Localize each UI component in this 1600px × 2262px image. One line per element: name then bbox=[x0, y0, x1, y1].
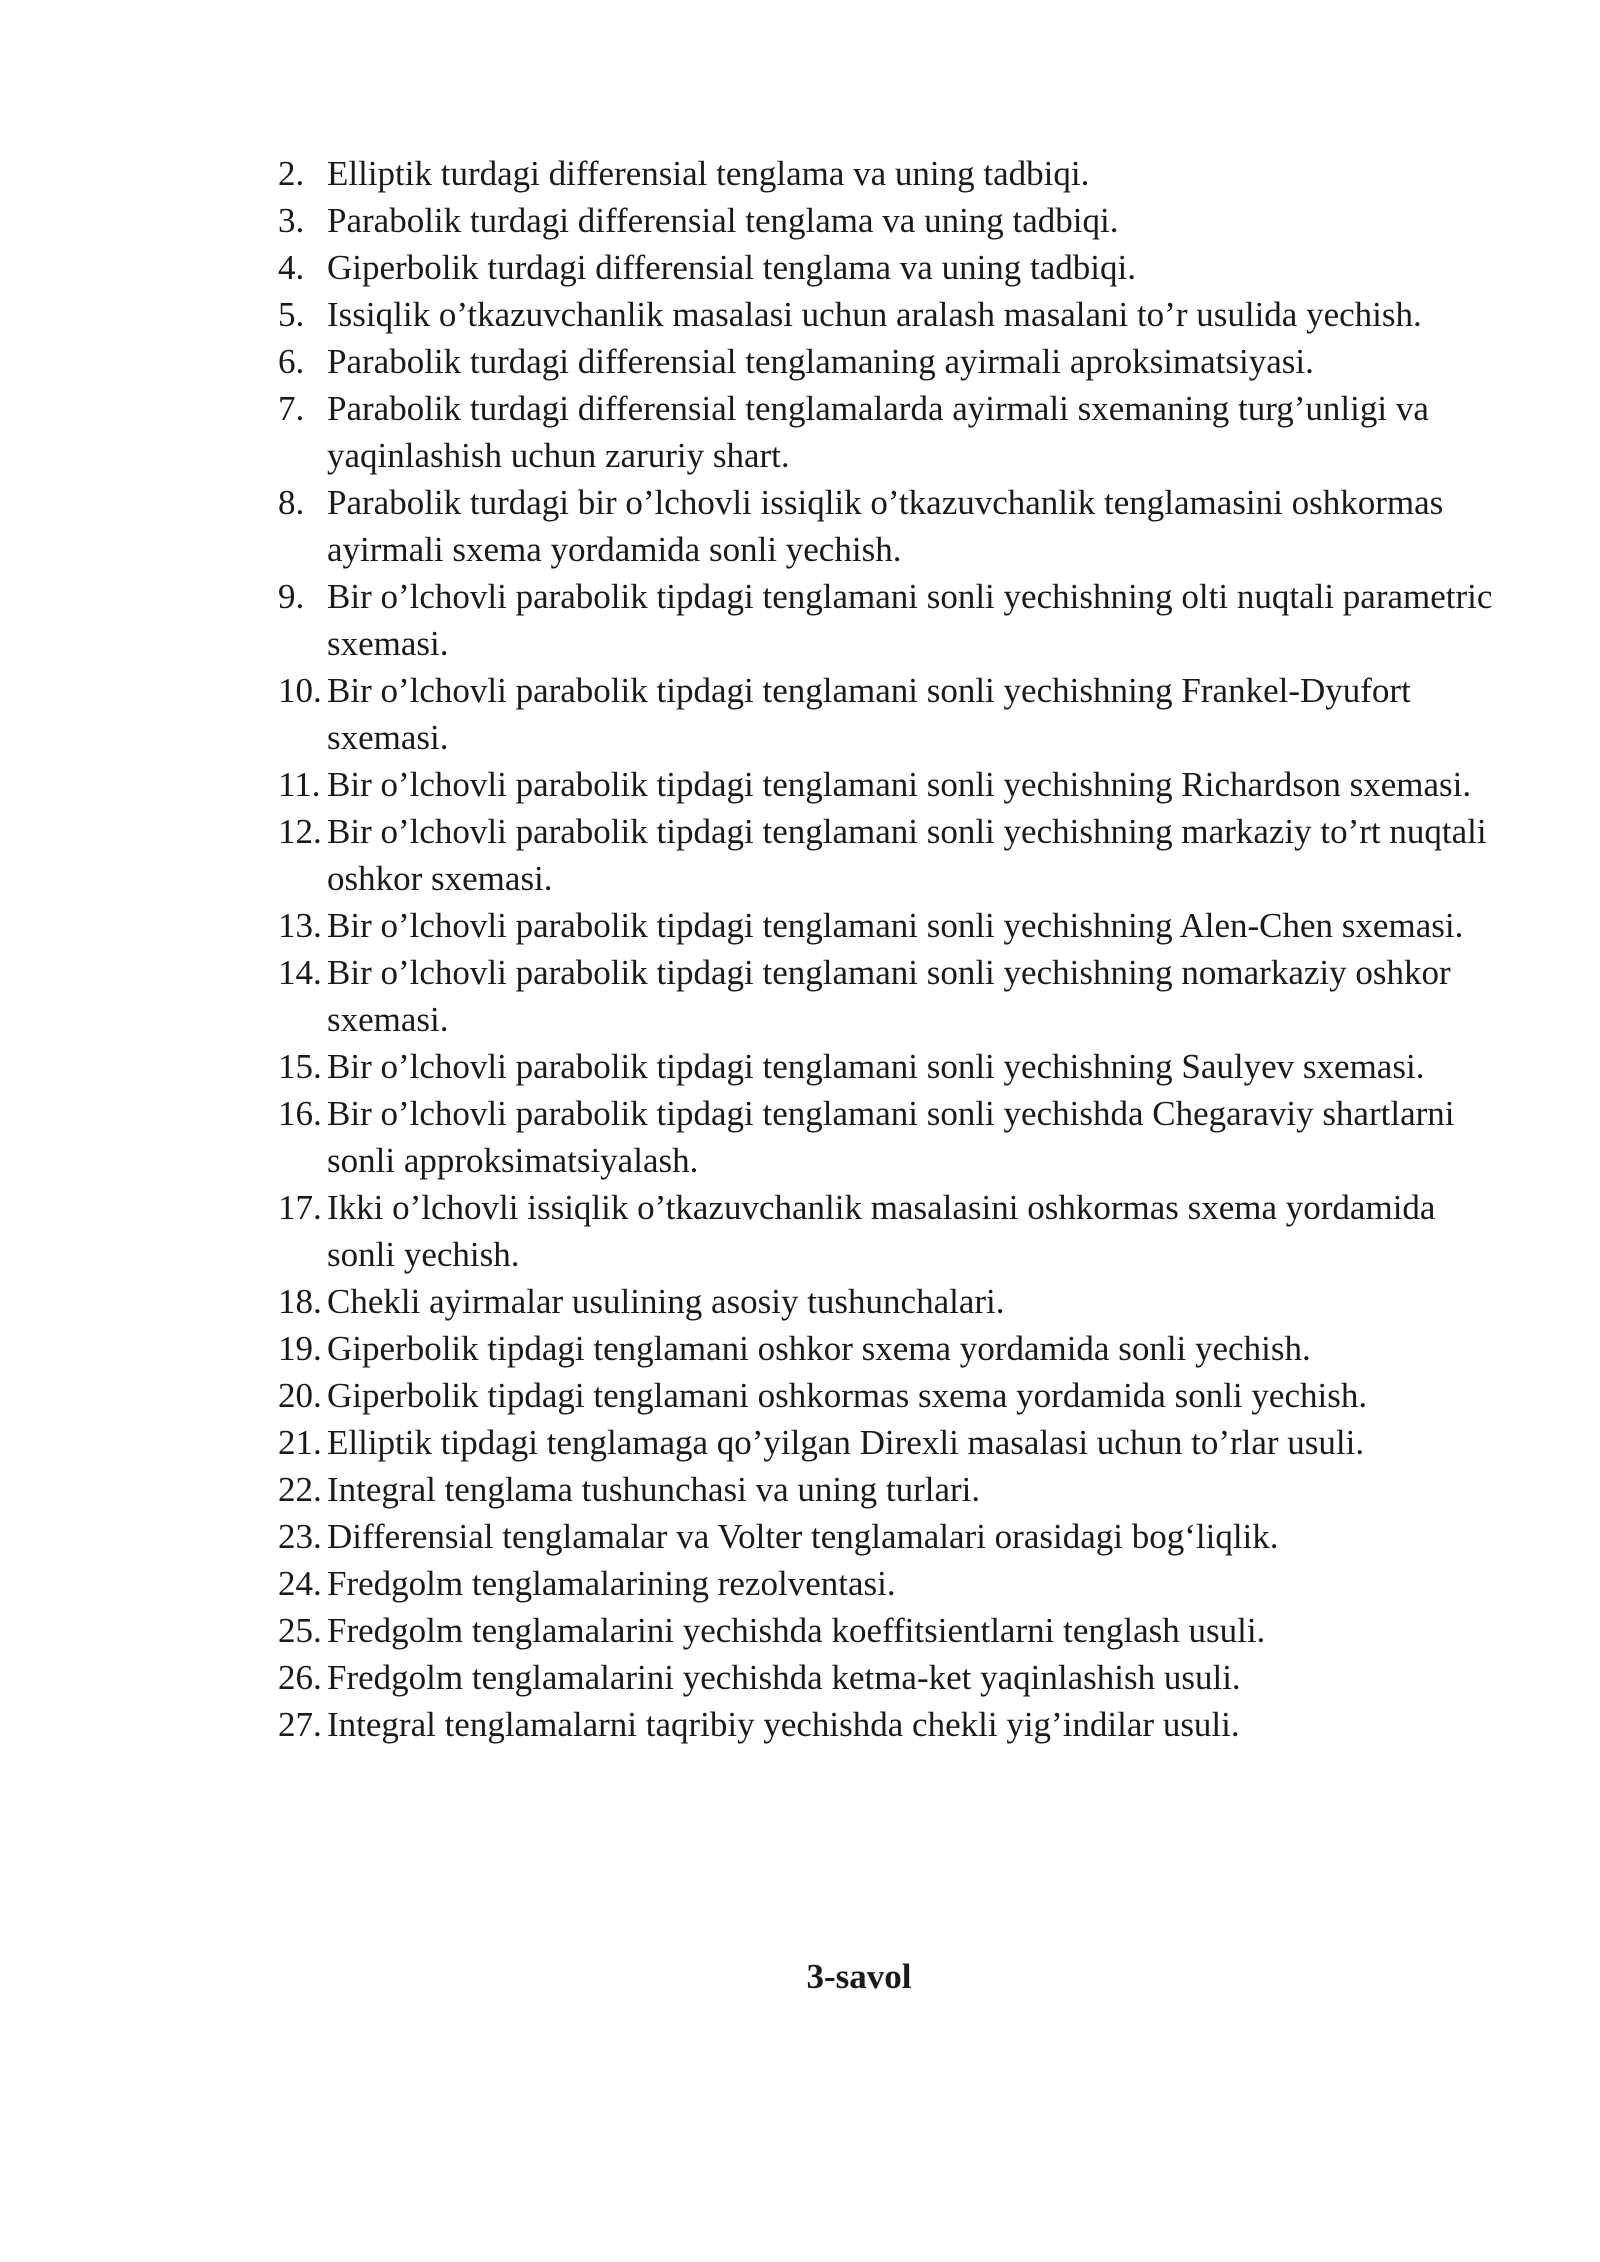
list-item bbox=[0, 667, 1600, 761]
item-text: Fredgolm tenglamalarini yechishda ketma-ket yaqinlashish usuli. bbox=[327, 1658, 1241, 1697]
section-heading: 3-savol bbox=[806, 1957, 912, 1996]
item-number: 19. bbox=[278, 1329, 322, 1368]
item-text: Integral tenglama tushunchasi va uning turlari. bbox=[327, 1470, 981, 1509]
item-text: Bir o’lchovli parabolik tipdagi tenglamani sonli yechishning Richardson sxemasi. bbox=[327, 765, 1472, 804]
item-text: Fredgolm tenglamalarini yechishda koeffitsientlarni tenglash usuli. bbox=[327, 1611, 1266, 1650]
item-number: 11. bbox=[278, 765, 321, 804]
item-number: 13. bbox=[278, 906, 322, 945]
item-number: 8. bbox=[278, 483, 305, 522]
item-text: Giperbolik tipdagi tenglamani oshkormas sxema yordamida sonli yechish. bbox=[327, 1376, 1368, 1415]
list-item bbox=[0, 385, 1600, 479]
item-text: Elliptik turdagi differensial tenglama va uning tadbiqi. bbox=[327, 154, 1090, 193]
item-number: 2. bbox=[278, 154, 305, 193]
list-item bbox=[0, 1043, 1600, 1090]
item-text: Bir o’lchovli parabolik tipdagi tenglamani sonli yechishning Frankel-Dyufort sxemasi. bbox=[327, 671, 1411, 757]
item-text: Parabolik turdagi differensial tenglamalarda ayirmali sxemaning turg’unligi va yaqinlashish uchun zaruriy shart. bbox=[327, 389, 1429, 475]
item-text: Bir o’lchovli parabolik tipdagi tenglamani sonli yechishning Alen-Chen sxemasi. bbox=[327, 906, 1464, 945]
item-text: Parabolik turdagi bir o’lchovli issiqlik o’tkazuvchanlik tenglamasini oshkormas ayirmali sxema yordamida sonli yechish. bbox=[327, 483, 1444, 569]
item-number: 12. bbox=[278, 812, 322, 851]
item-number: 16. bbox=[278, 1094, 322, 1133]
item-number: 26. bbox=[278, 1658, 322, 1697]
item-number: 14. bbox=[278, 953, 322, 992]
item-number: 22. bbox=[278, 1470, 322, 1509]
item-text: Bir o’lchovli parabolik tipdagi tenglamani sonli yechishning nomarkaziy oshkor sxemasi. bbox=[327, 953, 1451, 1039]
item-number: 6. bbox=[278, 342, 305, 381]
list-item bbox=[0, 197, 1600, 244]
list-item bbox=[0, 1184, 1600, 1278]
item-number: 18. bbox=[278, 1282, 322, 1321]
list-item bbox=[0, 1325, 1600, 1372]
item-number: 25. bbox=[278, 1611, 322, 1650]
question-list bbox=[0, 150, 1600, 1748]
list-item bbox=[0, 338, 1600, 385]
item-text: Ikki o’lchovli issiqlik o’tkazuvchanlik masalasini oshkormas sxema yordamida sonli yechish. bbox=[327, 1188, 1436, 1274]
item-text: Issiqlik o’tkazuvchanlik masalasi uchun aralash masalani to’r usulida yechish. bbox=[327, 295, 1422, 334]
list-item bbox=[0, 1513, 1600, 1560]
item-number: 4. bbox=[278, 248, 305, 287]
item-number: 20. bbox=[278, 1376, 322, 1415]
item-text: Giperbolik tipdagi tenglamani oshkor sxema yordamida sonli yechish. bbox=[327, 1329, 1311, 1368]
item-text: Elliptik tipdagi tenglamaga qo’yilgan Direxli masalasi uchun to’rlar usuli. bbox=[327, 1423, 1365, 1462]
item-text: Bir o’lchovli parabolik tipdagi tenglamani sonli yechishning Saulyev sxemasi. bbox=[327, 1047, 1425, 1086]
item-text: Giperbolik turdagi differensial tenglama va uning tadbiqi. bbox=[327, 248, 1136, 287]
list-item bbox=[0, 949, 1600, 1043]
item-number: 21. bbox=[278, 1423, 322, 1462]
list-item bbox=[0, 1701, 1600, 1748]
item-text: Bir o’lchovli parabolik tipdagi tenglamani sonli yechishda Chegaraviy shartlarni sonli approksimatsiyalash. bbox=[327, 1094, 1455, 1180]
list-item bbox=[0, 573, 1600, 667]
list-item bbox=[0, 808, 1600, 902]
list-item bbox=[0, 902, 1600, 949]
list-item bbox=[0, 291, 1600, 338]
item-text: Fredgolm tenglamalarining rezolventasi. bbox=[327, 1564, 896, 1603]
item-text: Parabolik turdagi differensial tenglamaning ayirmali aproksimatsiyasi. bbox=[327, 342, 1314, 381]
list-item bbox=[0, 1278, 1600, 1325]
list-item bbox=[0, 1419, 1600, 1466]
item-text: Integral tenglamalarni taqribiy yechishda chekli yig’indilar usuli. bbox=[327, 1705, 1240, 1744]
item-number: 17. bbox=[278, 1188, 322, 1227]
list-item bbox=[0, 244, 1600, 291]
item-text: Bir o’lchovli parabolik tipdagi tenglamani sonli yechishning olti nuqtali parametric sxemasi. bbox=[327, 577, 1493, 663]
item-number: 10. bbox=[278, 671, 322, 710]
list-item bbox=[0, 150, 1600, 197]
list-item bbox=[0, 479, 1600, 573]
item-number: 3. bbox=[278, 201, 305, 240]
item-text: Differensial tenglamalar va Volter tenglamalari orasidagi bog‘liqlik. bbox=[327, 1517, 1279, 1556]
item-number: 5. bbox=[278, 295, 305, 334]
list-item bbox=[0, 761, 1600, 808]
list-item bbox=[0, 1654, 1600, 1701]
item-text: Bir o’lchovli parabolik tipdagi tenglamani sonli yechishning markaziy to’rt nuqtali oshkor sxemasi. bbox=[327, 812, 1487, 898]
item-number: 7. bbox=[278, 389, 305, 428]
list-item bbox=[0, 1090, 1600, 1184]
item-text: Chekli ayirmalar usulining asosiy tushunchalari. bbox=[327, 1282, 1005, 1321]
item-number: 9. bbox=[278, 577, 305, 616]
list-item bbox=[0, 1466, 1600, 1513]
list-item bbox=[0, 1372, 1600, 1419]
list-item bbox=[0, 1607, 1600, 1654]
item-number: 27. bbox=[278, 1705, 322, 1744]
list-item bbox=[0, 1560, 1600, 1607]
item-text: Parabolik turdagi differensial tenglama va uning tadbiqi. bbox=[327, 201, 1119, 240]
item-number: 15. bbox=[278, 1047, 322, 1086]
item-number: 24. bbox=[278, 1564, 322, 1603]
item-number: 23. bbox=[278, 1517, 322, 1556]
